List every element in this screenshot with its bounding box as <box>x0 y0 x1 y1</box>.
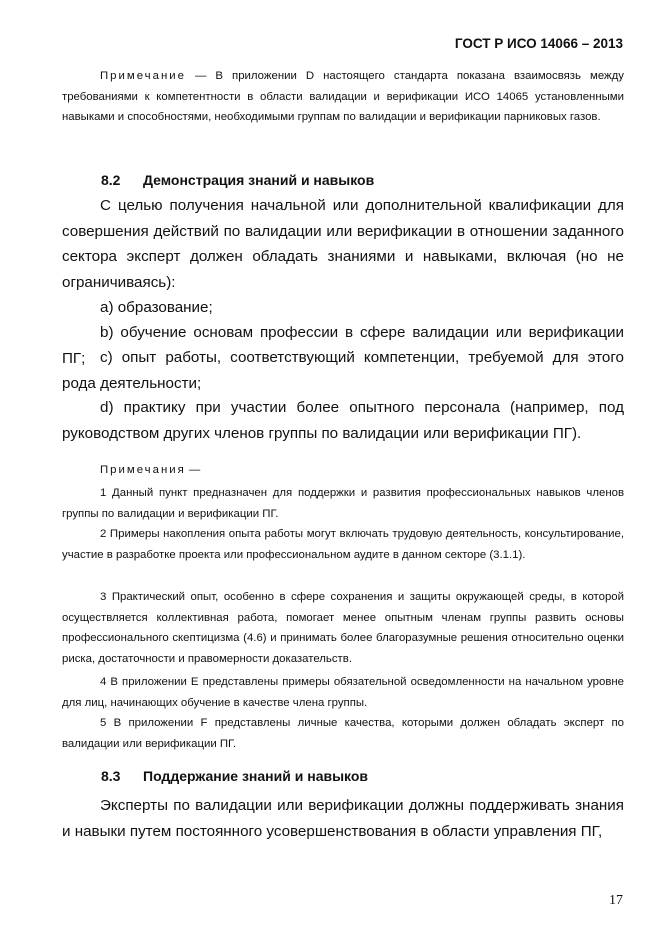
section-intro: С целью получения начальной или дополнительной квалификации для совершения действий по валидации или верификации в отношении заданного сектора эксперт должен обладать знаниями и навыками, включая (но не ограничиваясь): <box>62 197 624 291</box>
note-item: 1 Данный пункт предназначен для поддержки и развития профессиональных навыков членов группы по валидации и верификации ПГ. <box>62 487 624 520</box>
note-item: 3 Практический опыт, особенно в сфере сохранения и защиты окружающей среды, в которой осуществляется коллективная работа, помогает менее опытным членам группы развить основы профессионального скептицизма (4.6) и принимать более благоразумные решения относительно оценки риска, достаточности и правомерности доказательств. <box>62 591 624 665</box>
note-item: 2 Примеры накопления опыта работы могут включать трудовую деятельность, консультирование, участие в разработке проекта или профессиональном аудите в данном секторе (3.1.1). <box>62 528 624 561</box>
section-title: Демонстрация знаний и навыков <box>143 172 375 188</box>
notes-label: Примечания <box>100 464 186 476</box>
section-heading-8-3 <box>101 768 368 784</box>
note-item: 5 В приложении F представлены личные качества, которыми должен обладать эксперт по валидации или верификации ПГ. <box>62 717 624 750</box>
note-text: В приложении D настоящего стандарта показана взаимосвязь между требованиями к компетентности в области валидации и верификации ИСО 14065 установленными навыками и способностями, необходимыми группам по валидации и верификации парниковых газов. <box>62 70 624 123</box>
note-item: 4 В приложении E представлены примеры обязательной осведомленности на начальном уровне для лиц, начинающих обучение в качестве члена группы. <box>62 676 624 709</box>
list-item: c) опыт работы, соответствующий компетенции, требуемой для этого рода деятельности; <box>62 349 624 392</box>
document-header: ГОСТ Р ИСО 14066 – 2013 <box>454 36 623 51</box>
notes-dash: — <box>185 464 201 476</box>
page-number: 17 <box>609 893 623 908</box>
note-top <box>62 66 624 128</box>
list-item: a) образование; <box>100 299 213 316</box>
section-number: 8.2 <box>101 172 121 188</box>
list-item: b) обучение основам профессии в сфере валидации или верификации ПГ; <box>62 324 624 367</box>
notes-heading <box>62 460 624 481</box>
section-heading-8-2 <box>101 172 374 188</box>
note-label: Примечание <box>100 70 186 82</box>
section-text: Эксперты по валидации или верификации должны поддерживать знания и навыки путем постоянного усовершенствования в области управления ПГ, <box>62 797 624 840</box>
section-title: Поддержание знаний и навыков <box>143 768 369 784</box>
list-item: d) практику при участии более опытного персонала (например, под руководством других членов группы по валидации или верификации ПГ). <box>62 399 624 442</box>
section-number: 8.3 <box>101 768 121 784</box>
note-dash: — <box>185 70 216 82</box>
